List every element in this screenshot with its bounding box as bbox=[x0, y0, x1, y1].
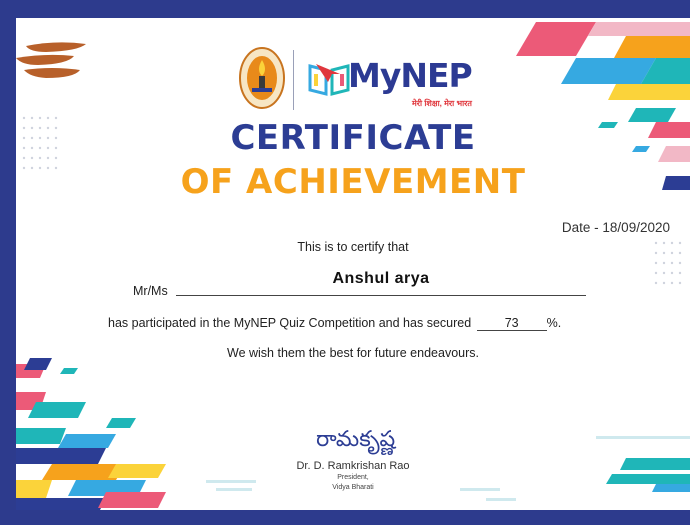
percent-sign: %. bbox=[546, 316, 562, 330]
score-value: 73 bbox=[477, 316, 547, 331]
recipient-name: Anshul arya bbox=[332, 270, 430, 287]
brush-strokes-top-left bbox=[16, 42, 86, 78]
name-underline bbox=[176, 295, 586, 296]
mynep-wordmark: MyNEP bbox=[348, 56, 472, 95]
signatory-role: President, bbox=[337, 474, 369, 481]
wish-text: We wish them the best for future endeavours. bbox=[227, 346, 479, 360]
signature-text: రామకృష్ణ bbox=[316, 427, 396, 452]
certificate-card bbox=[16, 18, 690, 510]
participation-line bbox=[108, 316, 561, 331]
certify-text: This is to certify that bbox=[297, 240, 409, 254]
logo-separator bbox=[293, 50, 294, 110]
signatory-name: Dr. D. Ramkrishan Rao bbox=[296, 460, 410, 472]
brand-tagline: मेरी शिक्षा, मेरा भारत bbox=[412, 99, 472, 108]
open-book-icon bbox=[306, 60, 352, 98]
logo-area bbox=[238, 46, 498, 116]
salutation-label: Mr/Ms bbox=[133, 284, 168, 298]
issue-date: Date - 18/09/2020 bbox=[561, 220, 670, 235]
bar-accent bbox=[486, 498, 516, 501]
certificate-title: CERTIFICATE bbox=[230, 118, 476, 158]
signatory-organization: Vidya Bharati bbox=[332, 484, 374, 491]
signature-image bbox=[308, 418, 418, 458]
participation-text: has participated in the MyNEP Quiz Competition and has secured bbox=[108, 316, 472, 330]
certificate-subtitle: OF ACHIEVEMENT bbox=[180, 162, 526, 202]
vidya-bharati-emblem-icon bbox=[238, 46, 286, 110]
